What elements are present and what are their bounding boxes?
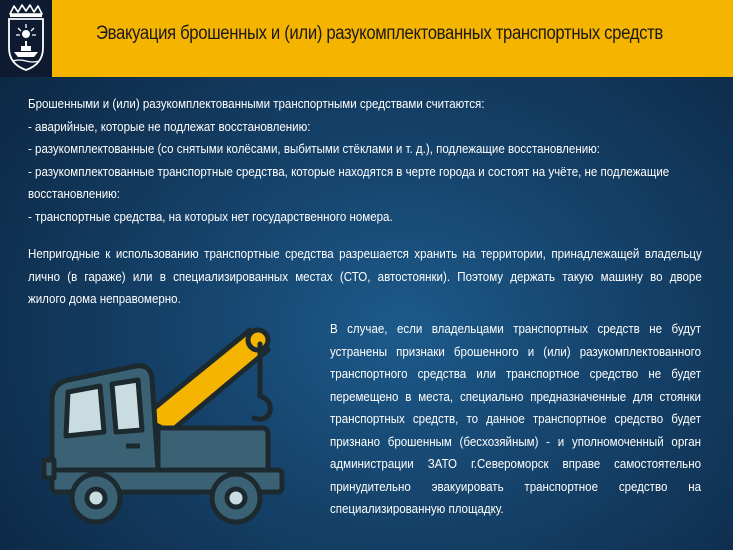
tow-truck-icon xyxy=(40,300,330,530)
paragraph-line: принудительно эвакуировать транспортное средство на xyxy=(330,478,701,494)
paragraph-line: администрации ЗАТО г.Североморск вправе самостоятельно xyxy=(330,456,701,471)
coat-of-arms-icon xyxy=(4,4,48,72)
paragraph-line: - разукомплектованные (со снятыми колёсами, выбитыми стёклами и т. д.), подлежащие восстановлению: xyxy=(28,141,601,156)
paragraph-line: - разукомплектованные транспортные средства, которые находятся в черте города и состоят на учёте, не подлежащие xyxy=(28,163,670,179)
paragraph-line: жилого дома неправомерно. xyxy=(28,291,181,306)
paragraph-line: Непригодные к использованию транспортные средства разрешается хранить на территории, принадлежащей владельцу xyxy=(28,246,702,261)
paragraph-line: восстановлению: xyxy=(28,186,121,201)
paragraph-line: - транспортные средства, на которых нет государственного номера. xyxy=(28,208,393,224)
paragraph-line: признано брошенным (бесхозяйным) - и уполномоченный орган xyxy=(330,433,701,449)
paragraph-line: - аварийные, которые не подлежат восстановлению: xyxy=(28,118,311,134)
paragraph-line: Брошенными и (или) разукомплектованными транспортными средствами считаются: xyxy=(28,96,485,111)
paragraph-line: транспортного средства или транспортное средство не будет xyxy=(330,366,701,381)
paragraph-line: специализированную площадку. xyxy=(330,501,504,516)
paragraph-line: транспортных средств, то данное транспортное средство будет xyxy=(330,411,701,426)
paragraph-evacuation xyxy=(330,318,701,521)
paragraph-line: лично (в гараже) или в специализированных местах (СТО, автостоянки). Поэтому держать такую машину во дворе xyxy=(28,268,702,284)
paragraph-line: устранены признаки брошенного и (или) разукомплектованного xyxy=(330,343,701,359)
paragraph-line: В случае, если владельцами транспортных средств не будут xyxy=(330,321,701,336)
page-title: Эвакуация брошенных и (или) разукомплектованных транспортных средств xyxy=(96,23,663,44)
paragraph-definitions xyxy=(28,93,702,228)
paragraph-line: перемещено в места, специально предназначенные для стоянки xyxy=(330,388,701,404)
